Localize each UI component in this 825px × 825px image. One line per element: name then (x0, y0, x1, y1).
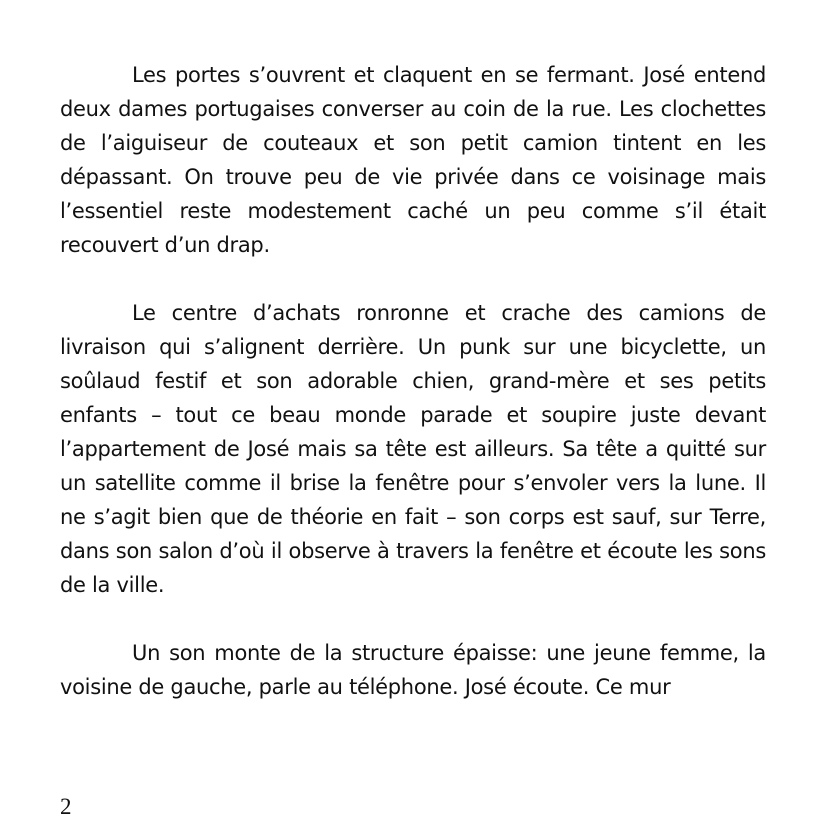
paragraph-2: Le centre d’achats ronronne et crache des camions de livraison qui s’alignent derrière. Un punk sur une bicyclette, un soûlaud festif et son adorable chien, grand-mère et ses petits enfants – tout ce beau monde parade et soupire juste devant l’appartement de José mais sa tête est ailleurs. Sa tête a quitté sur un satellite comme il brise la fenêtre pour s’envoler vers la lune. Il ne s’agit bien que de théorie en fait – son corps est sauf, sur Terre, dans son salon d’où il observe à travers la fenêtre et écoute les sons de la ville. (60, 301, 766, 597)
paragraph-3: Un son monte de la structure épaisse: une jeune femme, la voisine de gauche, parle au téléphone. José écoute. Ce mur (60, 641, 766, 699)
page-body (60, 58, 766, 704)
page-number: 2 (60, 794, 72, 819)
paragraph-1: Les portes s’ouvrent et claquent en se fermant. José entend deux dames portugaises converser au coin de la rue. Les clochettes de l’aiguiseur de couteaux et son petit camion tintent en les dépassant. On trouve peu de vie privée dans ce voisinage mais l’essentiel reste modestement caché un peu comme s’il était recouvert d’un drap. (60, 63, 766, 257)
